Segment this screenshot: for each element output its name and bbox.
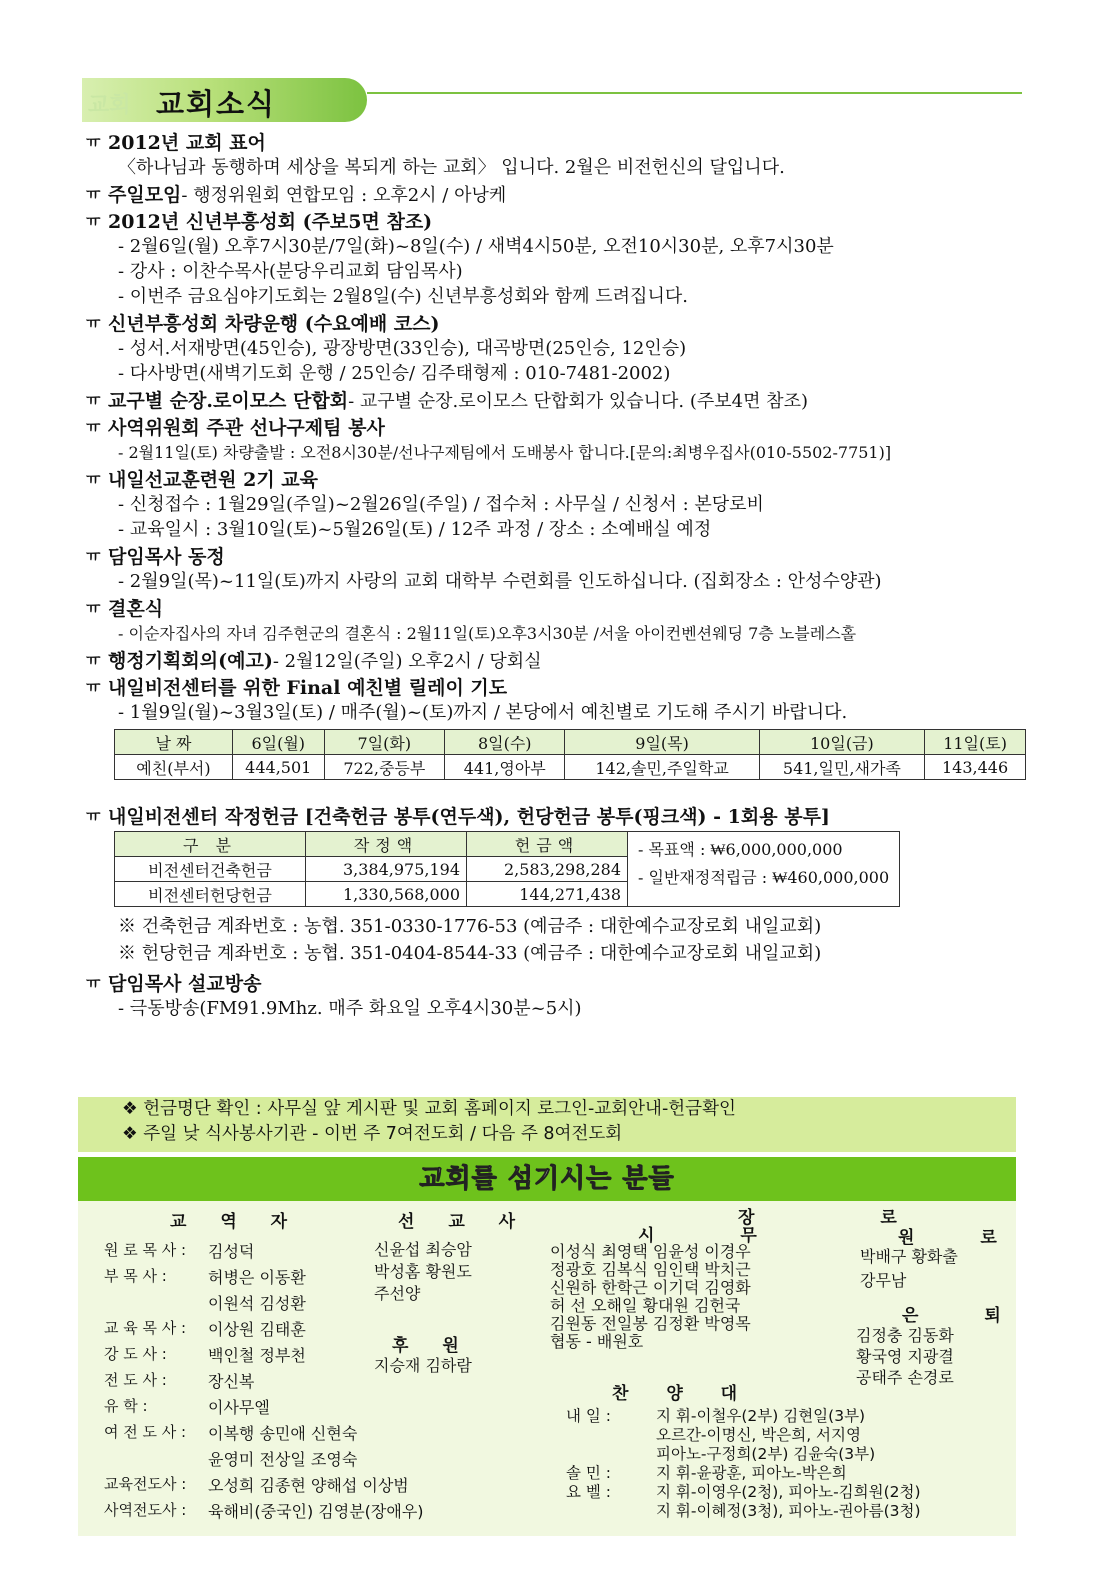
news-item-line: - 이번주 금요심야기도회는 2월8일(수) 신년부흥성회와 함께 드려집니다.: [118, 286, 688, 307]
bullet-icon: ㅠ: [86, 133, 101, 151]
bullet-icon: ㅠ: [86, 678, 101, 696]
choir-line: 지 휘-이혜정(3청), 피아노-권아름(3청): [656, 1502, 921, 1520]
news-list: [86, 128, 1026, 725]
clergy-names: 이사무엘: [208, 1398, 270, 1417]
elder-title: 장 로: [738, 1208, 957, 1228]
broadcast-line: - 극동방송(FM91.9Mhz. 매주 화요일 오후4시30분~5시): [118, 998, 582, 1019]
clergy-role: 원 로 목 사 :: [104, 1241, 187, 1259]
table-cell: 444,501: [232, 755, 324, 780]
notice-box: [78, 1097, 1016, 1152]
header-deco-text: 교회: [88, 93, 131, 118]
choir-title: 찬 양 대: [612, 1384, 754, 1404]
retired-list: 김정충 김동화 황국영 지광결 공태주 손경로: [856, 1326, 954, 1387]
prayer-schedule-table: [114, 729, 1026, 780]
news-item-heading: [86, 413, 1026, 440]
news-item-detail: - 2월12일(주일) 오후2시 / 당회실: [272, 650, 542, 672]
header-rule: [367, 92, 1022, 94]
sponsor-list: 지승재 김하람: [374, 1356, 472, 1375]
bullet-icon: ㅠ: [86, 314, 101, 332]
notice-line: ❖ 주일 낮 식사봉사기관 - 이번 주 7여전도회 / 다음 주 8여전도회: [122, 1124, 623, 1144]
account-note: ※ 헌당헌금 계좌번호 : 농협. 351-0404-8544-33 (예금주 : 대한예수교장로회 내일교회): [118, 943, 822, 964]
emeritus-title: 원 로: [898, 1228, 1027, 1248]
clergy-role: 교 육 목 사 :: [104, 1319, 187, 1337]
elder-row: 협동 - 배원호: [550, 1332, 644, 1351]
bullet-icon: ㅠ: [86, 974, 101, 992]
clergy-role: 여 전 도 사 :: [104, 1423, 187, 1441]
news-item-title: 교구별 순장.로이모스 단합회: [108, 390, 349, 412]
staff-banner: [78, 1157, 1016, 1201]
news-item-title: 내일선교훈련원 2기 교육: [108, 469, 318, 491]
choir-line: 지 휘-이영우(2청), 피아노-김희원(2청): [656, 1483, 921, 1501]
clergy-names: 김성덕: [208, 1242, 255, 1261]
choir-name: 솔 민 :: [566, 1464, 612, 1482]
section-header: [82, 78, 1022, 122]
news-item-heading: [86, 465, 1026, 492]
news-item-detail: - 행정위원회 연합모임 : 오후2시 / 아낭케: [181, 184, 507, 206]
news-item-line: - 2월6일(월) 오후7시30분/7일(화)~8일(수) / 새벽4시50분, 오전10시30분, 오후7시30분: [118, 236, 834, 257]
news-item-heading: [86, 180, 1026, 207]
news-item-heading: [86, 594, 1026, 621]
bullet-icon: ㅠ: [86, 470, 101, 488]
news-item-title: 2012년 신년부흥성회 (주보5면 참조): [108, 211, 433, 233]
staff-banner-title: 교회를 섬기시는 분들: [419, 1164, 675, 1194]
missionary-list: 신윤섭 최승암 박성홈 황원도 주선양: [374, 1240, 472, 1303]
bullet-icon: ㅠ: [86, 807, 101, 825]
news-item-heading: [86, 673, 1026, 700]
bullet-icon: ㅠ: [86, 391, 101, 409]
prayer-table-header: [115, 730, 1026, 755]
clergy-role: 유 학 :: [104, 1397, 148, 1415]
retired-title: 은 퇴: [902, 1306, 1031, 1326]
elder-row: 이성식 최영택 임윤성 이경우: [550, 1242, 751, 1261]
news-item-line: - 2월11일(토) 차량출발 : 오전8시30분/선나구제팀에서 도배봉사 합니다.[문의:최병우집사(010-5502-7751)]: [118, 443, 892, 462]
clergy-names: 이복행 송민애 신현숙: [208, 1424, 358, 1443]
prayer-table-row: [115, 755, 1026, 780]
emeritus-list: 박배구 황화출 강무남: [860, 1247, 958, 1290]
account-note: ※ 건축헌금 계좌번호 : 농협. 351-0330-1776-53 (예금주 : 대한예수교장로회 내일교회): [118, 916, 822, 937]
table-cell: 8일(수): [445, 730, 565, 755]
fund-table-header: 구 분 작정액 헌금액: [115, 832, 628, 857]
choir-name: 내 일 :: [566, 1407, 612, 1425]
news-item-detail: - 교구별 순장.로이모스 단합회가 있습니다. (주보4면 참조): [348, 390, 808, 412]
reserve-amount: - 일반재정적립금 : ₩460,000,000: [638, 868, 890, 887]
news-item-line: - 강사 : 이찬수목사(분당우리교회 담임목사): [118, 261, 463, 282]
news-item-heading: [86, 386, 1026, 413]
fund-heading: ㅠ 내일비전센터 작정헌금 [건축헌금 봉투(연두색), 헌당헌금 봉투(핑크색) - 1회용 봉투]: [86, 806, 830, 828]
news-item-title: 결혼식: [108, 598, 164, 620]
news-item-heading: [86, 646, 1026, 673]
broadcast-heading: ㅠ 담임목사 설교방송: [86, 973, 262, 995]
table-cell: 7일(화): [324, 730, 444, 755]
news-item-title: 담임목사 동정: [108, 546, 225, 568]
clergy-names: 윤영미 전상일 조영숙: [208, 1450, 358, 1469]
elder-row: 정광호 김복식 임인택 박치근: [550, 1260, 751, 1279]
notice-line: ❖ 헌금명단 확인 : 사무실 앞 게시판 및 교회 홈페이지 로그인-교회안내-헌금확인: [122, 1099, 736, 1119]
table-cell: 11일(토): [925, 730, 1026, 755]
bullet-icon: ㅠ: [86, 418, 101, 436]
fund-block: [114, 831, 1026, 907]
clergy-names: 오성희 김종현 양해섭 이상범: [208, 1476, 409, 1495]
news-content: [86, 128, 1026, 1021]
page-title: 교회소식: [156, 87, 277, 121]
fund-goal-box: [628, 831, 900, 907]
active-elder-title: 시 무: [638, 1226, 797, 1246]
news-item-title: 행정기획회의(예고): [108, 650, 273, 672]
elder-row: 김원동 전일봉 김정환 박영목: [550, 1314, 751, 1333]
account-notes: [118, 913, 1026, 967]
clergy-names: 백인철 정부천: [208, 1346, 306, 1365]
table-cell: 143,446: [925, 755, 1026, 780]
staff-section: [78, 1201, 1031, 1536]
table-cell: 예친(부서): [115, 755, 233, 780]
news-item-line: - 2월9일(목)~11일(토)까지 사랑의 교회 대학부 수련회를 인도하십니다. (집회장소 : 안성수양관): [118, 571, 882, 592]
clergy-names: 허병은 이동환: [208, 1268, 306, 1287]
clergy-role: 전 도 사 :: [104, 1371, 167, 1389]
bullet-icon: ㅠ: [86, 599, 101, 617]
news-item-title: 사역위원회 주관 선나구제팀 봉사: [108, 417, 385, 439]
table-cell: 6일(월): [232, 730, 324, 755]
news-item-heading: [86, 542, 1026, 569]
news-item-heading: [86, 207, 1026, 234]
news-item-line: - 신청접수 : 1월29일(주일)~2월26일(주일) / 접수처 : 사무실 / 신청서 : 본당로비: [118, 494, 764, 515]
table-cell: 142,솔민,주일학교: [565, 755, 759, 780]
bullet-icon: ㅠ: [86, 651, 101, 669]
clergy-role: 부 목 사 :: [104, 1267, 167, 1285]
news-item-title: 신년부흥성회 차량운행 (수요예배 코스): [108, 313, 440, 335]
header-tab: [82, 78, 367, 122]
news-item-heading: [86, 128, 1026, 155]
elder-row: 신원하 한학근 이기덕 김영화: [550, 1278, 751, 1297]
news-item-line: - 성서.서재방면(45인승), 광장방면(33인승), 대곡방면(25인승, 12인승): [118, 338, 687, 359]
news-item-heading: [86, 309, 1026, 336]
bullet-icon: ㅠ: [86, 547, 101, 565]
table-row: 비전센터헌당헌금 1,330,568,000 144,271,438: [115, 882, 628, 907]
clergy-role: 교육전도사 :: [104, 1475, 187, 1493]
bullet-icon: ㅠ: [86, 212, 101, 230]
news-item-title: 2012년 교회 표어: [108, 132, 266, 154]
table-cell: 날 짜: [115, 730, 233, 755]
choir-line: 피아노-구정희(2부) 김윤숙(3부): [656, 1445, 876, 1463]
choir-line: 오르간-이명신, 박은희, 서지영: [656, 1426, 861, 1444]
clergy-names: 이상원 김태훈: [208, 1320, 306, 1339]
table-cell: 9일(목): [565, 730, 759, 755]
bullet-icon: ㅠ: [86, 185, 101, 203]
table-row: 비전센터건축헌금 3,384,975,194 2,583,298,284: [115, 857, 628, 882]
news-item-line: - 교육일시 : 3월10일(토)~5월26일(토) / 12주 과정 / 장소 : 소예배실 예정: [118, 519, 712, 540]
table-cell: 10일(금): [759, 730, 925, 755]
fund-table: [114, 831, 628, 907]
elder-row: 허 선 오해일 황대원 김헌국: [550, 1296, 741, 1315]
table-cell: 541,일민,새가족: [759, 755, 925, 780]
news-item-line: - 이순자집사의 자녀 김주현군의 결혼식 : 2월11일(토)오후3시30분 /서울 아이컨벤션웨딩 7층 노블레스홀: [118, 624, 857, 643]
table-cell: 722,중등부: [324, 755, 444, 780]
news-item-line: - 다사방면(새벽기도회 운행 / 25인승/ 김주태형제 : 010-7481-2002): [118, 363, 671, 384]
news-item-line: - 1월9일(월)~3월3일(토) / 매주(월)~(토)까지 / 본당에서 예친별로 기도해 주시기 바랍니다.: [118, 702, 848, 723]
choir-line: 지 휘-이철우(2부) 김현일(3부): [656, 1407, 866, 1425]
clergy-names: 육해비(중국인) 김영분(장애우): [208, 1502, 424, 1521]
table-cell: 441,영아부: [445, 755, 565, 780]
clergy-names: 장신복: [208, 1372, 255, 1391]
clergy-role: 사역전도사 :: [104, 1501, 187, 1519]
news-item-line: 〈하나님과 동행하며 세상을 복되게 하는 교회〉 입니다. 2월은 비전헌신의 달입니다.: [118, 157, 785, 178]
goal-amount: - 목표액 : ₩6,000,000,000: [638, 840, 843, 859]
clergy-title: 교 역 자: [170, 1212, 302, 1232]
choir-name: 요 벨 :: [566, 1483, 612, 1501]
news-item-title: 내일비전센터를 위한 Final 예친별 릴레이 기도: [108, 677, 508, 699]
sponsor-title: 후 원: [392, 1336, 473, 1356]
news-item-title: 주일모임: [108, 184, 182, 206]
choir-line: 지 휘-윤광훈, 피아노-박은희: [656, 1464, 847, 1482]
active-elder-list: [550, 1243, 751, 1351]
clergy-names: 이원석 김성환: [208, 1294, 306, 1313]
clergy-role: 강 도 사 :: [104, 1345, 167, 1363]
missionary-title: 선 교 사: [398, 1212, 530, 1232]
